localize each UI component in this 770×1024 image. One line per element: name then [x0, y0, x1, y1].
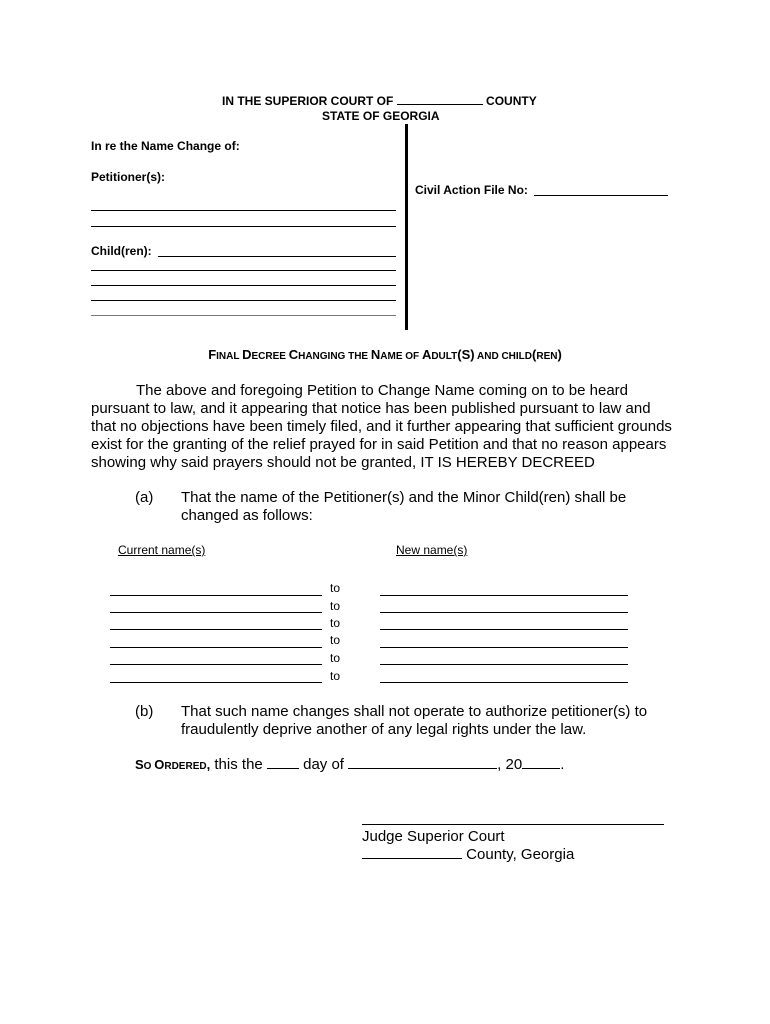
- day-blank[interactable]: [267, 768, 299, 769]
- current-name-line[interactable]: [110, 647, 322, 648]
- title-run: ECREE: [251, 351, 289, 362]
- to-connector: to: [330, 633, 341, 647]
- title-run: ): [557, 347, 562, 362]
- title-run: RDERED: [164, 761, 207, 772]
- title-run: AND CHILD: [474, 351, 532, 362]
- title-run: INAL: [216, 351, 243, 362]
- to-connector: to: [330, 651, 341, 665]
- paragraph-line: that no objections have been timely filed, and it further appearing that sufficient grounds: [91, 418, 672, 435]
- to-connector: to: [330, 669, 341, 683]
- new-names-header: New name(s): [396, 543, 468, 557]
- title-run: F: [208, 347, 217, 362]
- to-connector: to: [330, 599, 341, 613]
- child-name-line[interactable]: [158, 256, 396, 257]
- current-name-line[interactable]: [110, 629, 322, 630]
- title-run: (: [532, 347, 537, 362]
- child-name-line[interactable]: [91, 315, 396, 316]
- county-blank[interactable]: [397, 104, 483, 105]
- new-name-line[interactable]: [380, 612, 628, 613]
- current-name-line[interactable]: [110, 664, 322, 665]
- title-run: S: [135, 757, 144, 772]
- so-ordered-line: SO ORDERED, this the day of , 20 .: [135, 756, 565, 773]
- current-name-line[interactable]: [110, 595, 322, 596]
- paragraph-line: exist for the granting of the relief prayed for in said Petition and that no reason appears: [91, 436, 667, 453]
- judge-label: Judge Superior Court: [362, 828, 505, 845]
- child-name-line[interactable]: [91, 285, 396, 286]
- civil-action-number-line[interactable]: [534, 195, 668, 196]
- title-run: O: [143, 761, 155, 772]
- to-connector: to: [330, 581, 341, 595]
- title-run: N: [370, 347, 381, 362]
- item-a-text: That the name of the Petitioner(s) and the Minor Child(ren) shall be changed as follows:: [181, 489, 627, 524]
- petitioner-name-line[interactable]: [91, 226, 396, 227]
- court-header-line2: STATE OF GEORGIA: [322, 109, 440, 123]
- judge-signature-line[interactable]: [362, 824, 664, 825]
- so-ordered-label: [135, 756, 210, 773]
- paragraph-line: showing why said prayers should not be granted, IT IS HEREBY DECREED: [91, 454, 595, 471]
- title-run: ,: [206, 757, 211, 772]
- new-name-line[interactable]: [380, 629, 628, 630]
- civil-action-file: Civil Action File No:: [415, 183, 528, 197]
- title-run: (S): [457, 347, 475, 362]
- petitioners-label: Petitioner(s):: [91, 170, 166, 184]
- county-signature-line: County, Georgia: [362, 846, 574, 864]
- item-a-marker: (a): [135, 489, 154, 506]
- document-title: [0, 346, 770, 364]
- current-name-line[interactable]: [110, 612, 322, 613]
- title-run: AME OF: [380, 351, 422, 362]
- to-connector: to: [330, 616, 341, 630]
- title-run: HANGING THE: [298, 351, 371, 362]
- year-blank[interactable]: [522, 768, 560, 769]
- child-name-line[interactable]: [91, 300, 396, 301]
- court-header-line1: IN THE SUPERIOR COURT OF COUNTY: [222, 94, 537, 108]
- new-name-line[interactable]: [380, 595, 628, 596]
- title-run: DULT: [431, 351, 458, 362]
- new-name-line[interactable]: [380, 647, 628, 648]
- signature-county-blank[interactable]: [362, 858, 462, 859]
- title-run: O: [154, 757, 165, 772]
- decree-paragraph: [91, 382, 691, 472]
- month-blank[interactable]: [348, 768, 497, 769]
- current-names-header: Current name(s): [118, 543, 206, 557]
- petitioner-name-line[interactable]: [91, 210, 396, 211]
- current-name-line[interactable]: [110, 682, 322, 683]
- new-name-line[interactable]: [380, 664, 628, 665]
- title-run: A: [421, 347, 432, 362]
- item-b-text: That such name changes shall not operate to authorize petitioner(s) to fraudulently deprive another of any legal rights under the law.: [181, 703, 648, 738]
- new-name-line[interactable]: [380, 682, 628, 683]
- in-re-label: In re the Name Change of:: [91, 139, 240, 153]
- paragraph-line: The above and foregoing Petition to Change Name coming on to be heard: [136, 382, 628, 399]
- title-run: REN: [536, 351, 558, 362]
- child-name-line[interactable]: [91, 270, 396, 271]
- title-run: D: [242, 347, 252, 362]
- title-run: C: [288, 347, 299, 362]
- caption-divider: [405, 124, 408, 330]
- item-b-marker: (b): [135, 703, 154, 720]
- children-label: Child(ren):: [91, 244, 152, 258]
- paragraph-line: pursuant to law, and it appearing that notice has been published pursuant to law and: [91, 400, 651, 417]
